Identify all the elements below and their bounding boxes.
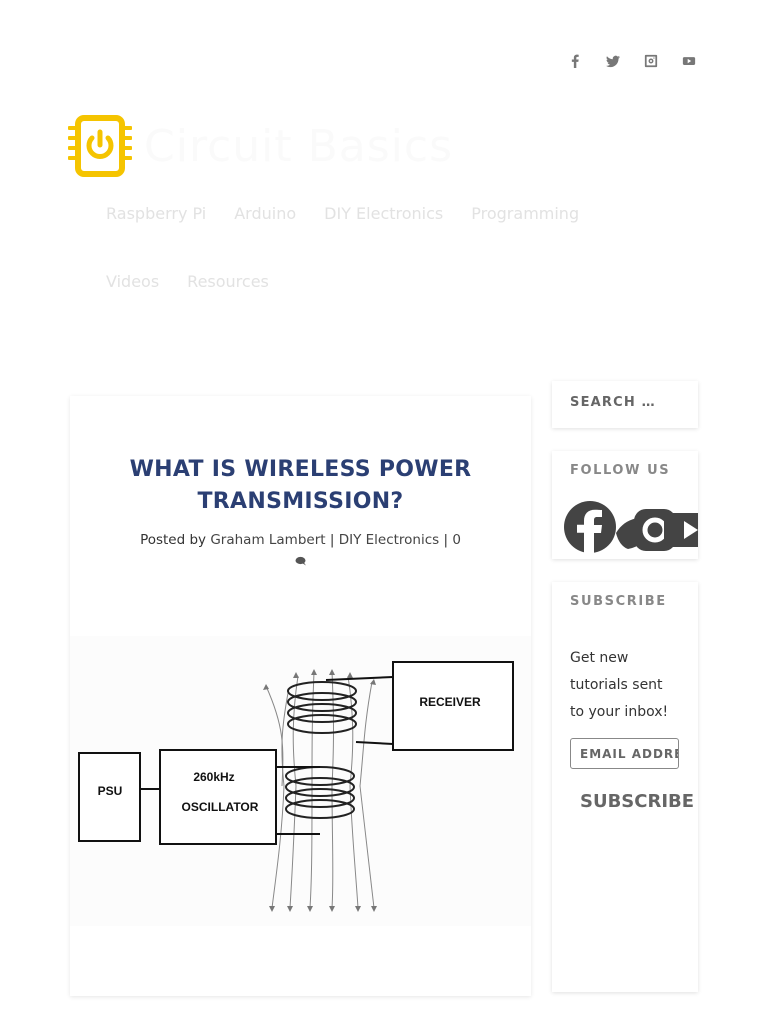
frequency-label: 260kHz <box>193 770 235 784</box>
nav-item-diy-electronics[interactable]: DIY Electronics <box>324 204 444 223</box>
follow-widget <box>552 451 698 559</box>
search-widget <box>552 381 698 428</box>
oscillator-box <box>160 750 276 844</box>
youtube-icon[interactable] <box>680 52 698 70</box>
nav-item-resources[interactable]: Resources <box>187 272 269 291</box>
main-navigation <box>106 196 666 332</box>
receiver-label: RECEIVER <box>419 695 481 709</box>
subscribe-button[interactable]: SUBSCRIBE <box>580 791 698 812</box>
nav-item-arduino[interactable]: Arduino <box>234 204 297 223</box>
follow-title: FOLLOW US <box>570 463 671 478</box>
follow-social-icons <box>564 501 698 557</box>
psu-box <box>79 753 140 841</box>
meta-sep: | <box>325 532 339 548</box>
nav-item-videos[interactable]: Videos <box>106 272 160 291</box>
wireless-power-diagram <box>70 636 531 926</box>
facebook-icon[interactable] <box>564 501 616 555</box>
youtube-icon[interactable] <box>664 513 698 547</box>
nav-row-1 <box>106 196 666 264</box>
meta-sep: | <box>439 532 453 548</box>
nav-row-2 <box>106 264 666 332</box>
meta-prefix: Posted by <box>140 532 211 548</box>
nav-item-programming[interactable]: Programming <box>471 204 580 223</box>
category-link[interactable]: DIY Electronics <box>338 532 440 548</box>
logo-text: Circuit Basics <box>144 120 454 172</box>
psu-label: PSU <box>97 784 123 798</box>
post-meta <box>70 532 531 566</box>
featured-image[interactable] <box>70 636 531 926</box>
comment-icon <box>295 556 307 566</box>
article-title[interactable]: WHAT IS WIRELESS POWER TRANSMISSION? <box>129 457 472 514</box>
oscillator-label: OSCILLATOR <box>181 800 259 814</box>
comments-count-link[interactable]: 0 <box>452 532 461 548</box>
nav-item-raspberry-pi[interactable]: Raspberry Pi <box>106 204 207 223</box>
search-input[interactable] <box>570 395 700 410</box>
receiver-box <box>393 662 513 750</box>
header-social-icons <box>566 52 698 70</box>
subscribe-title: SUBSCRIBE <box>570 594 667 609</box>
article-card <box>70 396 531 996</box>
site-logo[interactable] <box>68 112 453 180</box>
email-field[interactable] <box>570 738 679 769</box>
facebook-icon[interactable] <box>566 52 584 70</box>
twitter-icon[interactable] <box>604 52 622 70</box>
author-link[interactable]: Graham Lambert <box>210 532 326 548</box>
subscribe-description: Get new tutorials sent to your inbox! <box>570 650 669 720</box>
power-chip-logo-icon <box>68 112 132 180</box>
instagram-icon[interactable] <box>642 52 660 70</box>
subscribe-widget <box>552 582 698 992</box>
